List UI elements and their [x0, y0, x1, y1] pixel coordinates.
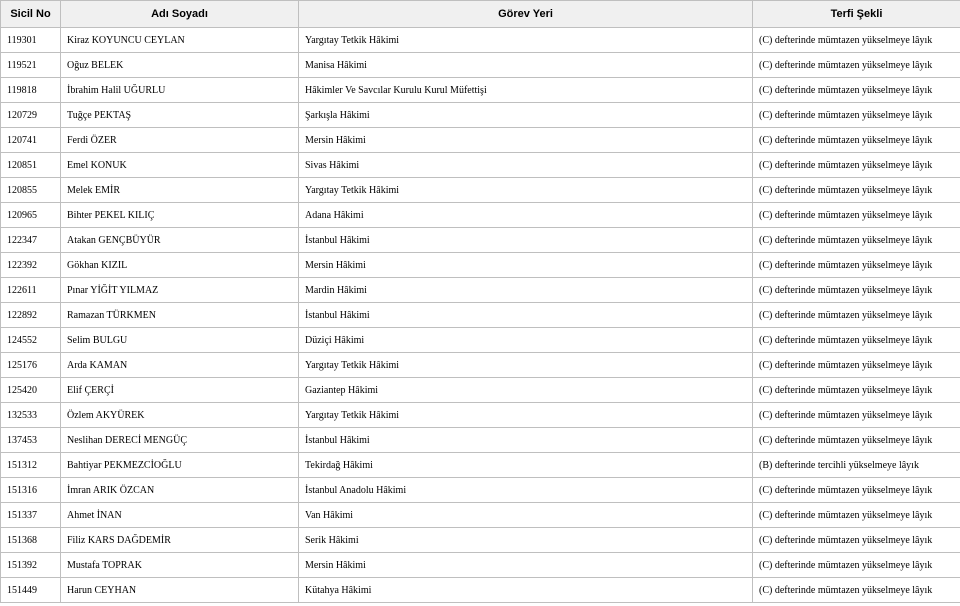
duty-station-cell: Yargıtay Tetkik Hâkimi — [299, 28, 753, 53]
sicil-no-cell: 120965 — [1, 203, 61, 228]
duty-station-cell: Gaziantep Hâkimi — [299, 378, 753, 403]
name-cell: Ferdi ÖZER — [61, 128, 299, 153]
sicil-no-cell: 151312 — [1, 453, 61, 478]
table-row — [1, 278, 960, 303]
sicil-no-cell: 119301 — [1, 28, 61, 53]
name-cell: Bahtiyar PEKMEZCİOĞLU — [61, 453, 299, 478]
name-cell: İmran ARIK ÖZCAN — [61, 478, 299, 503]
promotion-type-cell: (C) defterinde mümtazen yükselmeye lâyık — [753, 178, 960, 203]
promotion-type-cell: (C) defterinde mümtazen yükselmeye lâyık — [753, 203, 960, 228]
table-row — [1, 103, 960, 128]
table-row — [1, 28, 960, 53]
promotion-type-cell: (C) defterinde mümtazen yükselmeye lâyık — [753, 78, 960, 103]
promotion-type-cell: (C) defterinde mümtazen yükselmeye lâyık — [753, 478, 960, 503]
name-cell: Ramazan TÜRKMEN — [61, 303, 299, 328]
promotion-type-cell: (C) defterinde mümtazen yükselmeye lâyık — [753, 153, 960, 178]
duty-station-cell: Hâkimler Ve Savcılar Kurulu Kurul Müfettişi — [299, 78, 753, 103]
table-row — [1, 303, 960, 328]
sicil-no-cell: 120855 — [1, 178, 61, 203]
promotion-type-cell: (C) defterinde mümtazen yükselmeye lâyık — [753, 503, 960, 528]
table-row — [1, 578, 960, 603]
promotion-type-cell: (C) defterinde mümtazen yükselmeye lâyık — [753, 253, 960, 278]
name-cell: Kiraz KOYUNCU CEYLAN — [61, 28, 299, 53]
promotion-type-cell: (C) defterinde mümtazen yükselmeye lâyık — [753, 403, 960, 428]
duty-station-cell: İstanbul Hâkimi — [299, 303, 753, 328]
name-cell: Tuğçe PEKTAŞ — [61, 103, 299, 128]
duty-station-cell: Yargıtay Tetkik Hâkimi — [299, 178, 753, 203]
header-gorev-yeri: Görev Yeri — [299, 1, 753, 28]
name-cell: İbrahim Halil UĞURLU — [61, 78, 299, 103]
promotion-type-cell: (C) defterinde mümtazen yükselmeye lâyık — [753, 578, 960, 603]
sicil-no-cell: 122611 — [1, 278, 61, 303]
duty-station-cell: Mersin Hâkimi — [299, 128, 753, 153]
table-row — [1, 353, 960, 378]
sicil-no-cell: 151392 — [1, 553, 61, 578]
duty-station-cell: Mardin Hâkimi — [299, 278, 753, 303]
table-row — [1, 428, 960, 453]
table-row — [1, 128, 960, 153]
sicil-no-cell: 119818 — [1, 78, 61, 103]
duty-station-cell: İstanbul Hâkimi — [299, 228, 753, 253]
sicil-no-cell: 137453 — [1, 428, 61, 453]
sicil-no-cell: 132533 — [1, 403, 61, 428]
duty-station-cell: Tekirdağ Hâkimi — [299, 453, 753, 478]
sicil-no-cell: 120729 — [1, 103, 61, 128]
sicil-no-cell: 120741 — [1, 128, 61, 153]
table-row — [1, 328, 960, 353]
sicil-no-cell: 119521 — [1, 53, 61, 78]
table-row — [1, 153, 960, 178]
promotion-type-cell: (C) defterinde mümtazen yükselmeye lâyık — [753, 28, 960, 53]
sicil-no-cell: 151368 — [1, 528, 61, 553]
promotion-type-cell: (C) defterinde mümtazen yükselmeye lâyık — [753, 128, 960, 153]
duty-station-cell: Yargıtay Tetkik Hâkimi — [299, 403, 753, 428]
name-cell: Oğuz BELEK — [61, 53, 299, 78]
sicil-no-cell: 151316 — [1, 478, 61, 503]
name-cell: Atakan GENÇBÜYÜR — [61, 228, 299, 253]
name-cell: Ahmet İNAN — [61, 503, 299, 528]
header-row — [1, 1, 960, 28]
name-cell: Arda KAMAN — [61, 353, 299, 378]
duty-station-cell: İstanbul Anadolu Hâkimi — [299, 478, 753, 503]
duty-station-cell: Mersin Hâkimi — [299, 253, 753, 278]
sicil-no-cell: 151337 — [1, 503, 61, 528]
table-row — [1, 503, 960, 528]
name-cell: Melek EMİR — [61, 178, 299, 203]
table-row — [1, 53, 960, 78]
sicil-no-cell: 122892 — [1, 303, 61, 328]
header-adi-soyadi: Adı Soyadı — [61, 1, 299, 28]
table-row — [1, 253, 960, 278]
sicil-no-cell: 125420 — [1, 378, 61, 403]
duty-station-cell: Sivas Hâkimi — [299, 153, 753, 178]
duty-station-cell: Serik Hâkimi — [299, 528, 753, 553]
table-row — [1, 478, 960, 503]
duty-station-cell: Yargıtay Tetkik Hâkimi — [299, 353, 753, 378]
table-row — [1, 553, 960, 578]
table-row — [1, 378, 960, 403]
name-cell: Elif ÇERÇİ — [61, 378, 299, 403]
name-cell: Filiz KARS DAĞDEMİR — [61, 528, 299, 553]
duty-station-cell: Adana Hâkimi — [299, 203, 753, 228]
sicil-no-cell: 122347 — [1, 228, 61, 253]
header-sicil-no: Sicil No — [1, 1, 61, 28]
promotion-type-cell: (C) defterinde mümtazen yükselmeye lâyık — [753, 528, 960, 553]
sicil-no-cell: 125176 — [1, 353, 61, 378]
duty-station-cell: Kütahya Hâkimi — [299, 578, 753, 603]
sicil-no-cell: 124552 — [1, 328, 61, 353]
name-cell: Selim BULGU — [61, 328, 299, 353]
table-row — [1, 453, 960, 478]
sicil-no-cell: 151449 — [1, 578, 61, 603]
table-row — [1, 403, 960, 428]
promotion-type-cell: (C) defterinde mümtazen yükselmeye lâyık — [753, 228, 960, 253]
name-cell: Neslihan DERECİ MENGÜÇ — [61, 428, 299, 453]
promotion-type-cell: (C) defterinde mümtazen yükselmeye lâyık — [753, 103, 960, 128]
duty-station-cell: Manisa Hâkimi — [299, 53, 753, 78]
name-cell: Bihter PEKEL KILIÇ — [61, 203, 299, 228]
header-terfi-sekli: Terfi Şekli — [753, 1, 960, 28]
promotion-type-cell: (C) defterinde mümtazen yükselmeye lâyık — [753, 303, 960, 328]
promotion-type-cell: (C) defterinde mümtazen yükselmeye lâyık — [753, 328, 960, 353]
name-cell: Mustafa TOPRAK — [61, 553, 299, 578]
promotion-type-cell: (C) defterinde mümtazen yükselmeye lâyık — [753, 353, 960, 378]
name-cell: Pınar YİĞİT YILMAZ — [61, 278, 299, 303]
table-row — [1, 203, 960, 228]
name-cell: Özlem AKYÜREK — [61, 403, 299, 428]
duty-station-cell: Düziçi Hâkimi — [299, 328, 753, 353]
table-row — [1, 528, 960, 553]
duty-station-cell: Van Hâkimi — [299, 503, 753, 528]
promotion-type-cell: (C) defterinde mümtazen yükselmeye lâyık — [753, 53, 960, 78]
duty-station-cell: Mersin Hâkimi — [299, 553, 753, 578]
promotion-type-cell: (C) defterinde mümtazen yükselmeye lâyık — [753, 553, 960, 578]
sicil-no-cell: 122392 — [1, 253, 61, 278]
table-row — [1, 228, 960, 253]
name-cell: Gökhan KIZIL — [61, 253, 299, 278]
table-row — [1, 178, 960, 203]
promotion-type-cell: (B) defterinde tercihli yükselmeye lâyık — [753, 453, 960, 478]
promotion-type-cell: (C) defterinde mümtazen yükselmeye lâyık — [753, 378, 960, 403]
name-cell: Harun CEYHAN — [61, 578, 299, 603]
promotion-type-cell: (C) defterinde mümtazen yükselmeye lâyık — [753, 278, 960, 303]
name-cell: Emel KONUK — [61, 153, 299, 178]
duty-station-cell: İstanbul Hâkimi — [299, 428, 753, 453]
sicil-no-cell: 120851 — [1, 153, 61, 178]
promotion-type-cell: (C) defterinde mümtazen yükselmeye lâyık — [753, 428, 960, 453]
duty-station-cell: Şarkışla Hâkimi — [299, 103, 753, 128]
table-row — [1, 78, 960, 103]
